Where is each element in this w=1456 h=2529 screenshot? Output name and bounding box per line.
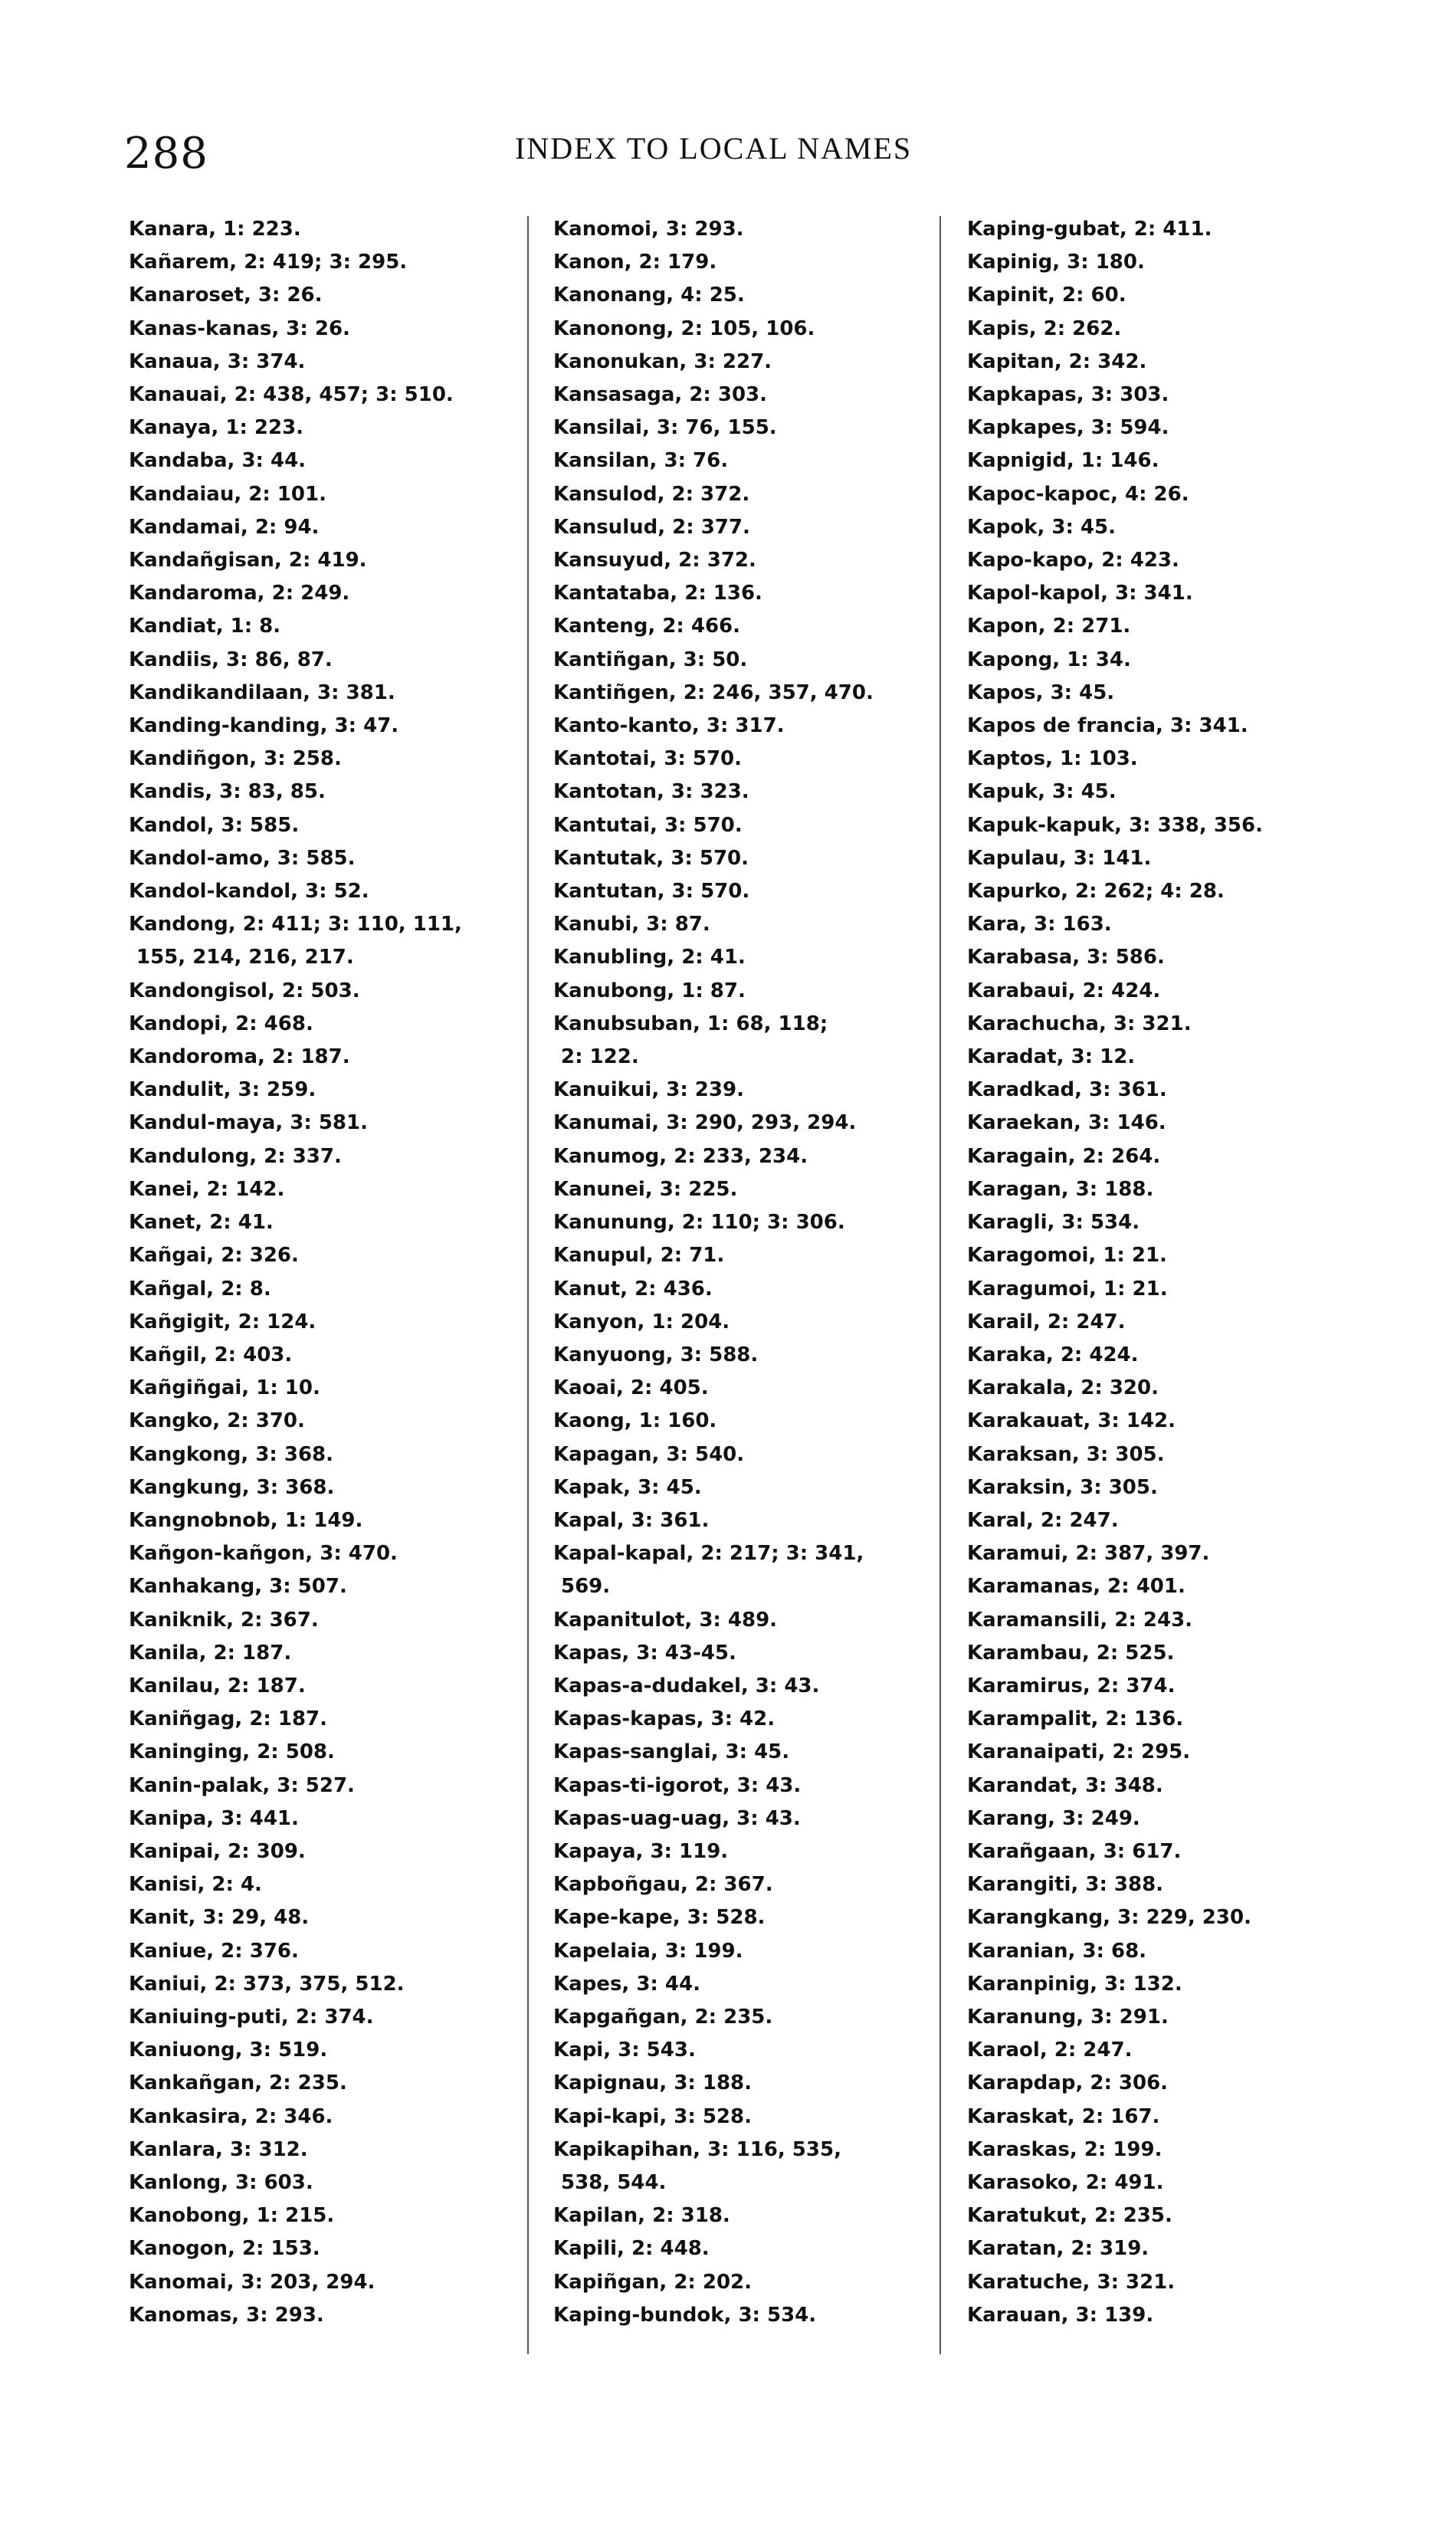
index-entry: Karaka, 2: 424. — [967, 1343, 1139, 1366]
index-entry: Kanilau, 2: 187. — [129, 1674, 306, 1697]
index-entry: Kañgon-kañgon, 3: 470. — [129, 1542, 398, 1566]
index-entry: Karagumoi, 1: 21. — [967, 1277, 1168, 1301]
index-entry: Kanobong, 1: 215. — [129, 2204, 335, 2228]
index-entry: Kanunung, 2: 110; 3: 306. — [553, 1211, 845, 1235]
index-entry: Kapas-a-dudakel, 3: 43. — [553, 1674, 820, 1697]
index-entry: Kandong, 2: 411; 3: 110, 111, — [129, 913, 462, 936]
index-entry: Kaniue, 2: 376. — [129, 1939, 299, 1963]
index-entry: Kandamai, 2: 94. — [129, 515, 320, 539]
index-entry: Kanisi, 2: 4. — [129, 1873, 262, 1897]
index-entry: Kangko, 2: 370. — [129, 1409, 305, 1433]
index-entry: Kapas-uag-uag, 3: 43. — [553, 1806, 801, 1830]
index-entry: Karaol, 2: 247. — [967, 2039, 1133, 2062]
index-entry: Kandaroma, 2: 249. — [129, 582, 350, 605]
index-entry: Kanaroset, 3: 26. — [129, 284, 323, 307]
index-entry: Kañgiñgai, 1: 10. — [129, 1376, 320, 1400]
index-entry: Kanubong, 1: 87. — [553, 979, 746, 1002]
index-entry: Kapboñgau, 2: 367. — [553, 1873, 773, 1897]
index-entry: Kanlong, 3: 603. — [129, 2170, 313, 2194]
index-entry: Kapas-kapas, 3: 42. — [553, 1707, 776, 1731]
index-entry: Kanas-kanas, 3: 26. — [129, 317, 350, 340]
index-entry: Kanei, 2: 142. — [129, 1177, 285, 1201]
index-entry: Kapes, 3: 44. — [553, 1972, 700, 1996]
index-entry: Kanubling, 2: 41. — [553, 946, 746, 969]
index-entry: Karaksan, 3: 305. — [967, 1442, 1165, 1466]
index-entry: Karangkang, 3: 229, 230. — [967, 1906, 1251, 1930]
index-entry: Kapurko, 2: 262; 4: 28. — [967, 880, 1225, 904]
index-entry: Kanubsuban, 1: 68, 118; — [553, 1012, 828, 1035]
index-entry: Kaninging, 2: 508. — [129, 1740, 335, 1764]
index-entry: Kanaua, 3: 374. — [129, 349, 306, 373]
index-entry: Karal, 2: 247. — [967, 1508, 1119, 1532]
index-entry: Kangkong, 3: 368. — [129, 1442, 334, 1466]
index-entry: Kanto-kanto, 3: 317. — [553, 714, 785, 738]
index-entry: Kara, 3: 163. — [967, 913, 1112, 936]
index-entry: Kanon, 2: 179. — [553, 251, 717, 274]
index-entry: Kandis, 3: 83, 85. — [129, 780, 326, 804]
index-entry: Kaping-gubat, 2: 411. — [967, 218, 1212, 241]
index-entry: Karapdap, 2: 306. — [967, 2071, 1169, 2095]
index-entry: Kantiñgen, 2: 246, 357, 470. — [553, 681, 874, 704]
index-entry: Kañgai, 2: 326. — [129, 1244, 299, 1268]
index-entry: Kapanitulot, 3: 489. — [553, 1608, 778, 1632]
index-entry: Karaskat, 2: 167. — [967, 2104, 1160, 2128]
index-entry: Kanupul, 2: 71. — [553, 1244, 725, 1268]
index-entry: Kandiñgon, 3: 258. — [129, 747, 342, 771]
index-entry: Kaniñgag, 2: 187. — [129, 1707, 328, 1731]
index-entry: Karandat, 3: 348. — [967, 1773, 1163, 1797]
index-entry: Kaniknik, 2: 367. — [129, 1608, 319, 1632]
index-entry: Karagli, 3: 534. — [967, 1211, 1140, 1235]
index-entry: Kapagan, 3: 540. — [553, 1442, 745, 1466]
index-entry: Kapo-kapo, 2: 423. — [967, 549, 1179, 572]
index-entry: Kantutak, 3: 570. — [553, 846, 749, 870]
index-entry: Kanogon, 2: 153. — [129, 2237, 320, 2261]
index-entry: Kañgigit, 2: 124. — [129, 1310, 316, 1333]
index-entry: Kansilai, 3: 76, 155. — [553, 416, 777, 440]
index-entry: Kanonang, 4: 25. — [553, 284, 745, 307]
index-entry: Kanet, 2: 41. — [129, 1211, 274, 1235]
page-number: 288 — [124, 129, 208, 179]
index-entry: Kanunei, 3: 225. — [553, 1177, 738, 1201]
index-entry: Kangnobnob, 1: 149. — [129, 1508, 363, 1532]
index-entry: Kañgil, 2: 403. — [129, 1343, 293, 1366]
index-entry: Kanit, 3: 29, 48. — [129, 1906, 310, 1930]
index-entry: Kanara, 1: 223. — [129, 218, 301, 241]
index-entry: Kañgal, 2: 8. — [129, 1277, 271, 1301]
index-entry: Karanpinig, 3: 132. — [967, 1972, 1182, 1996]
index-entry: Kaniui, 2: 373, 375, 512. — [129, 1972, 405, 1996]
index-entry: Kapilan, 2: 318. — [553, 2204, 730, 2228]
index-entry: Kaniuing-puti, 2: 374. — [129, 2005, 374, 2029]
index-entry: Kañarem, 2: 419; 3: 295. — [129, 251, 408, 274]
index-entry: Kankasira, 2: 346. — [129, 2104, 333, 2128]
index-entry: Kanyon, 1: 204. — [553, 1310, 730, 1333]
index-entry: Karadkad, 3: 361. — [967, 1078, 1167, 1102]
index-entry: Kapaya, 3: 119. — [553, 1839, 729, 1863]
index-entry: Kandongisol, 2: 503. — [129, 979, 360, 1002]
column-divider — [527, 216, 529, 2354]
index-entry: Kapuk, 3: 45. — [967, 780, 1117, 804]
index-entry: Karakala, 2: 320. — [967, 1376, 1159, 1400]
index-entry: Kanut, 2: 436. — [553, 1277, 713, 1301]
index-entry: Kapikapihan, 3: 116, 535, — [553, 2137, 841, 2161]
index-entry: Kapili, 2: 448. — [553, 2237, 710, 2261]
index-entry: Karachucha, 3: 321. — [967, 1012, 1192, 1035]
index-entry: Kaniuong, 3: 519. — [129, 2039, 328, 2062]
index-entry: Karanung, 3: 291. — [967, 2005, 1169, 2029]
index-entry: Kansulud, 2: 377. — [553, 515, 750, 539]
index-entry: Kandaiau, 2: 101. — [129, 482, 326, 506]
index-entry: Kandopi, 2: 468. — [129, 1012, 313, 1035]
index-entry: Kantutan, 3: 570. — [553, 880, 750, 904]
index-entry: Kapitan, 2: 342. — [967, 349, 1147, 373]
index-entry: Kapong, 1: 34. — [967, 648, 1131, 671]
index-entry: Kapulau, 3: 141. — [967, 846, 1152, 870]
index-entry: Karail, 2: 247. — [967, 1310, 1126, 1333]
index-entry: Kape-kape, 3: 528. — [553, 1906, 766, 1930]
index-entry: Kapelaia, 3: 199. — [553, 1939, 743, 1963]
index-entry: Kaong, 1: 160. — [553, 1409, 717, 1433]
index-entry: Karatan, 2: 319. — [967, 2237, 1149, 2261]
index-entry: Karabasa, 3: 586. — [967, 946, 1165, 969]
index-entry: Kapak, 3: 45. — [553, 1475, 702, 1499]
index-entry: Kapos de francia, 3: 341. — [967, 714, 1248, 738]
index-entry: Kapinit, 2: 60. — [967, 284, 1126, 307]
index-entry: Kapon, 2: 271. — [967, 615, 1131, 638]
index-entry: Kapol-kapol, 3: 341. — [967, 582, 1193, 605]
index-entry: Kapignau, 3: 188. — [553, 2071, 753, 2095]
index-entry: Kapiñgan, 2: 202. — [553, 2270, 753, 2294]
index-entry: 569. — [561, 1575, 611, 1599]
index-entry: Kantutai, 3: 570. — [553, 813, 743, 837]
index-entry: Karanaipati, 2: 295. — [967, 1740, 1191, 1764]
index-entry: Kapis, 2: 262. — [967, 317, 1122, 340]
index-entry: Kaptos, 1: 103. — [967, 747, 1138, 771]
index-entry: Kanipa, 3: 441. — [129, 1806, 299, 1830]
index-entry: Karañgaan, 3: 617. — [967, 1839, 1182, 1863]
index-entry: Kandol, 3: 585. — [129, 813, 300, 837]
index-entry: Kanding-kanding, 3: 47. — [129, 714, 399, 738]
index-entry: Karamanas, 2: 401. — [967, 1575, 1185, 1599]
index-entry: Kapgañgan, 2: 235. — [553, 2005, 773, 2029]
index-entry: Kandulit, 3: 259. — [129, 1078, 316, 1102]
index-entry: Kanomas, 3: 293. — [129, 2303, 324, 2327]
index-entry: Karampalit, 2: 136. — [967, 1707, 1184, 1731]
index-entry: Kapi-kapi, 3: 528. — [553, 2104, 752, 2128]
index-entry: Kanomai, 3: 203, 294. — [129, 2270, 375, 2294]
index-entry: Karamui, 2: 387, 397. — [967, 1542, 1210, 1566]
index-entry: Kangkung, 3: 368. — [129, 1475, 335, 1499]
index-entry: Kanuikui, 3: 239. — [553, 1078, 744, 1102]
index-entry: Kandikandilaan, 3: 381. — [129, 681, 395, 704]
index-entry: Karatuche, 3: 321. — [967, 2270, 1176, 2294]
index-entry: Kapoc-kapoc, 4: 26. — [967, 482, 1189, 506]
index-column-1 — [129, 213, 527, 2332]
index-entry: Kanila, 2: 187. — [129, 1641, 292, 1665]
index-entry: Karaekan, 3: 146. — [967, 1111, 1166, 1135]
index-entry: Karamirus, 2: 374. — [967, 1674, 1176, 1697]
index-entry: Kanauai, 2: 438, 457; 3: 510. — [129, 383, 454, 407]
index-entry: Kapas-sanglai, 3: 45. — [553, 1740, 790, 1764]
index-entry: Kanonong, 2: 105, 106. — [553, 317, 815, 340]
index-entry: Kanubi, 3: 87. — [553, 913, 710, 936]
index-entry: Kapas, 3: 43-45. — [553, 1641, 736, 1665]
index-entry: Kanumai, 3: 290, 293, 294. — [553, 1111, 857, 1135]
index-entry: Karaksin, 3: 305. — [967, 1475, 1158, 1499]
index-entry: Kanteng, 2: 466. — [553, 615, 741, 638]
index-entry: Karakauat, 3: 142. — [967, 1409, 1176, 1433]
index-entry: Karadat, 3: 12. — [967, 1045, 1136, 1069]
index-entry: Kapi, 3: 543. — [553, 2039, 696, 2062]
index-entry: Kanhakang, 3: 507. — [129, 1575, 347, 1599]
column-divider — [940, 216, 941, 2354]
index-entry: Kandañgisan, 2: 419. — [129, 549, 367, 572]
index-entry: Kapok, 3: 45. — [967, 515, 1116, 539]
index-entry: Karang, 3: 249. — [967, 1806, 1140, 1830]
index-entry: Kaping-bundok, 3: 534. — [553, 2303, 817, 2327]
index-entry: Kanin-palak, 3: 527. — [129, 1773, 355, 1797]
index-entry: Kandiis, 3: 86, 87. — [129, 648, 333, 671]
index-entry: Kapnigid, 1: 146. — [967, 449, 1159, 473]
index-entry: Kanaya, 1: 223. — [129, 416, 304, 440]
index-entry: Kanipai, 2: 309. — [129, 1839, 306, 1863]
running-title: INDEX TO LOCAL NAMES — [515, 131, 913, 166]
index-entry: Karagan, 3: 188. — [967, 1177, 1154, 1201]
index-entry: Karabaui, 2: 424. — [967, 979, 1161, 1002]
index-entry: Kaoai, 2: 405. — [553, 1376, 709, 1400]
index-entry: Karangiti, 3: 388. — [967, 1873, 1164, 1897]
index-entry: Kapal, 3: 361. — [553, 1508, 710, 1532]
index-entry: Kanomoi, 3: 293. — [553, 218, 744, 241]
index-entry: Kanonukan, 3: 227. — [553, 349, 772, 373]
index-column-2 — [553, 213, 952, 2332]
index-entry: Kandol-kandol, 3: 52. — [129, 880, 369, 904]
index-entry: Karaskas, 2: 199. — [967, 2137, 1163, 2161]
index-entry: Kantataba, 2: 136. — [553, 582, 762, 605]
index-entry: Karanian, 3: 68. — [967, 1939, 1147, 1963]
index-entry: Kanumog, 2: 233, 234. — [553, 1144, 808, 1168]
index-entry: 538, 544. — [561, 2170, 667, 2194]
index-entry: Kandaba, 3: 44. — [129, 449, 307, 473]
index-entry: Kansulod, 2: 372. — [553, 482, 750, 506]
index-entry: Kandul-maya, 3: 581. — [129, 1111, 368, 1135]
index-entry: Kandiat, 1: 8. — [129, 615, 281, 638]
index-entry: Karatukut, 2: 235. — [967, 2204, 1172, 2228]
index-entry: Karagomoi, 1: 21. — [967, 1244, 1167, 1268]
index-entry: Kandulong, 2: 337. — [129, 1144, 342, 1168]
index-entry: Kapas-ti-igorot, 3: 43. — [553, 1773, 802, 1797]
index-entry: Karagain, 2: 264. — [967, 1144, 1161, 1168]
index-entry: Kandol-amo, 3: 585. — [129, 846, 356, 870]
index-entry: Kansilan, 3: 76. — [553, 449, 729, 473]
index-entry: Kantiñgan, 3: 50. — [553, 648, 748, 671]
index-entry: Kandoroma, 2: 187. — [129, 1045, 350, 1069]
index-entry: Kankañgan, 2: 235. — [129, 2071, 347, 2095]
index-entry: Kapos, 3: 45. — [967, 681, 1115, 704]
index-entry: Kapal-kapal, 2: 217; 3: 341, — [553, 1542, 864, 1566]
index-entry: Karamansili, 2: 243. — [967, 1608, 1193, 1632]
index-column-3 — [967, 213, 1396, 2332]
index-entry: Kansuyud, 2: 372. — [553, 549, 756, 572]
index-entry: Kanlara, 3: 312. — [129, 2137, 308, 2161]
index-entry: Kantotan, 3: 323. — [553, 780, 749, 804]
index-entry: Kanyuong, 3: 588. — [553, 1343, 759, 1366]
index-entry: Karasoko, 2: 491. — [967, 2170, 1164, 2194]
index-entry: Kapuk-kapuk, 3: 338, 356. — [967, 813, 1263, 837]
index-entry: Karauan, 3: 139. — [967, 2303, 1154, 2327]
index-entry: Kapkapas, 3: 303. — [967, 383, 1169, 407]
index-entry: Kapkapes, 3: 594. — [967, 416, 1169, 440]
index-entry: Kansasaga, 2: 303. — [553, 383, 768, 407]
index-entry: Kapinig, 3: 180. — [967, 251, 1145, 274]
index-entry: 155, 214, 216, 217. — [136, 946, 354, 969]
index-entry: Kantotai, 3: 570. — [553, 747, 742, 771]
index-entry: Karambau, 2: 525. — [967, 1641, 1175, 1665]
index-entry: 2: 122. — [561, 1045, 639, 1069]
